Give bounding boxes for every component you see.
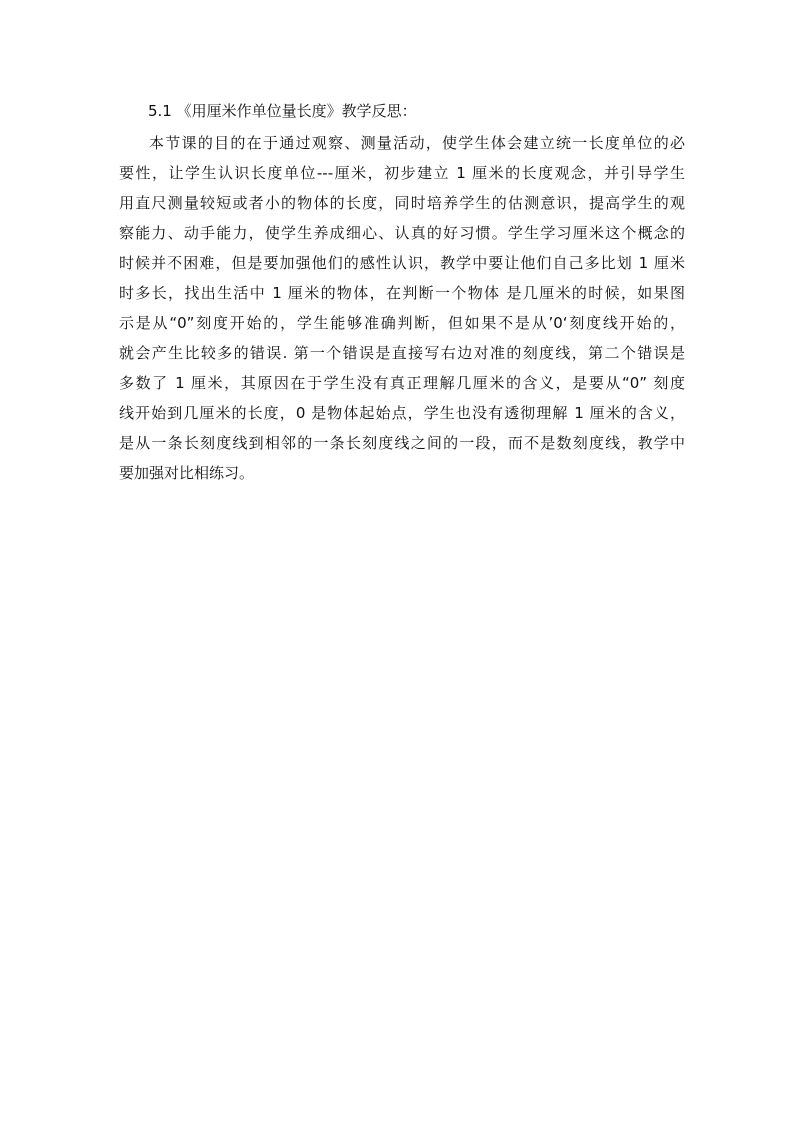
document-title: 5.1 《用厘米作单位量长度》教学反思： (148, 102, 417, 120)
paragraph-line: 时多长，找出生活中 1 厘米的物体，在判断一个物体 是几厘米的时候，如果图 (119, 284, 685, 302)
paragraph-line: 示是从“0”刻度开始的，学生能够准确判断，但如果不是从’0‘刻度线开始的， (119, 314, 685, 332)
paragraph-line: 本节课的目的在于通过观察、测量活动，使学生体会建立统一长度单位的必 (149, 134, 685, 152)
paragraph-line: 要加强对比相练习。 (119, 464, 255, 482)
paragraph-line: 线开始到几厘米的长度，0 是物体起始点，学生也没有透彻理解 1 厘米的含义， (119, 404, 685, 422)
paragraph-line: 多数了 1 厘米，其原因在于学生没有真正理解几厘米的含义，是要从“0” 刻度 (119, 374, 685, 392)
paragraph-line: 时候并不困难，但是要加强他们的感性认识，教学中要让他们自己多比划 1 厘米 (119, 254, 685, 272)
paragraph-line: 就会产生比较多的错误. 第一个错误是直接写右边对准的刻度线，第二个错误是 (119, 344, 685, 362)
paragraph-line: 是从一条长刻度线到相邻的一条长刻度线之间的一段，而不是数刻度线，教学中 (119, 434, 685, 452)
paragraph-line: 要性，让学生认识长度单位---厘米，初步建立 1 厘米的长度观念，并引导学生 (119, 164, 685, 182)
paragraph-line: 用直尺测量较短或者小的物体的长度，同时培养学生的估测意识，提高学生的观 (119, 194, 685, 212)
paragraph-line: 察能力、动手能力，使学生养成细心、认真的好习惯。学生学习厘米这个概念的 (119, 224, 685, 242)
document-body (119, 128, 685, 488)
